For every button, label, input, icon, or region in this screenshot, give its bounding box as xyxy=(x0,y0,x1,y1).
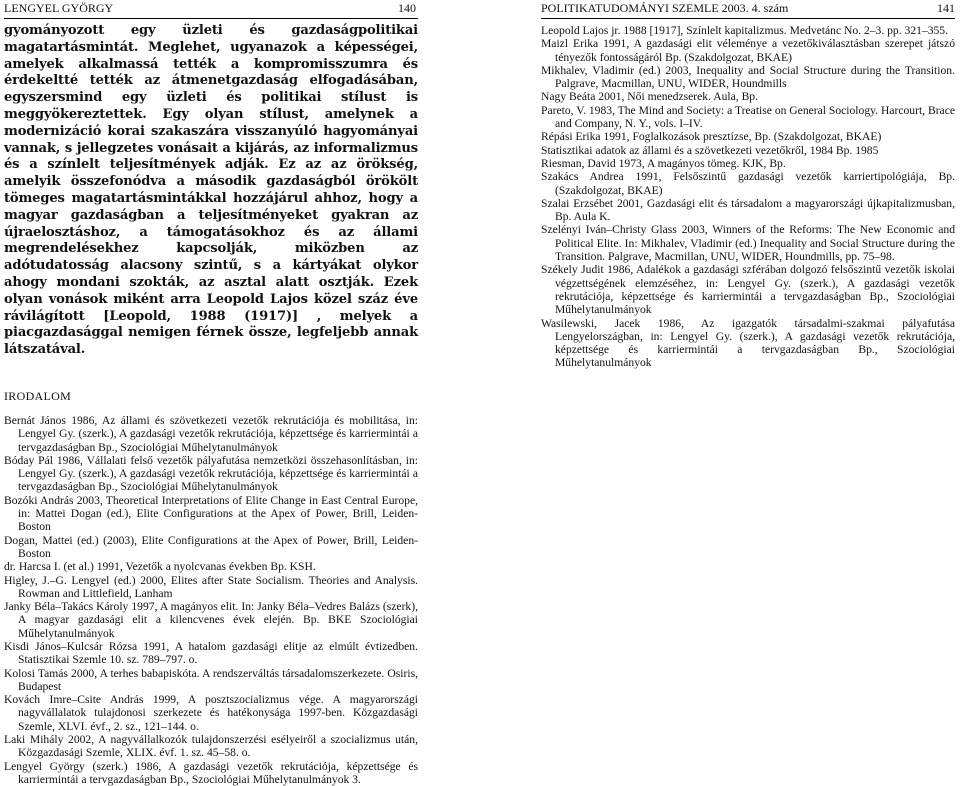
right-reference-list xyxy=(541,24,955,370)
reference-item: Higley, J.–G. Lengyel (ed.) 2000, Elites after State Socialism. Theories and Analysis. Rowman and Littlefield, Lanham xyxy=(4,573,418,600)
reference-item: dr. Harcsa I. (et al.) 1991, Vezetők a nyolcvanas években Bp. KSH. xyxy=(4,560,316,574)
left-page-number: 140 xyxy=(398,1,416,15)
reference-item: Szelényi Iván–Christy Glass 2003, Winners of the Reforms: The New Economic and Political Elite. In: Mikhalev, Vladimir (ed.) Inequality and Social Structure during the Transition. Palgrave, Macmillan, UNU, WIDER, Houndmills, pp. 75–98. xyxy=(541,223,955,264)
reference-item: Lengyel György (szerk.) 1986, A gazdasági vezetők rekrutációja, képzettsége és karriermintái a tervgazdaságban Bp., Szociológiai Műhelytanulmányok 3. xyxy=(4,759,418,786)
reference-item: Mikhalev, Vladimir (ed.) 2003, Inequality and Social Structure during the Transition. Palgrave, Macmillan, UNU, WIDER, Houndmills xyxy=(541,63,955,91)
reference-item: Szalai Erzsébet 2001, Gazdasági elit és társadalom a magyarországi újkapitalizmusban, Bp. Aula K. xyxy=(541,196,955,224)
reference-item: Kisdi János–Kulcsár Rózsa 1991, A hatalom gazdasági elitje az elmúlt évtizedben. Statisztikai Szemle 10. sz. 789–797. o. xyxy=(4,639,418,667)
reference-item: Statisztikai adatok az állami és a szövetkezeti vezetőkről, 1984 Bp. 1985 xyxy=(541,143,879,157)
reference-item: Leopold Lajos jr. 1988 [1917], Színlelt kapitalizmus. Medvetánc No. 2–3. pp. 321–355. xyxy=(541,24,949,37)
reference-item: Kolosi Tamás 2000, A terhes babapiskóta. A rendszerváltás társadalomszerkezete. Osiris, Budapest xyxy=(4,666,418,693)
reference-item: Répási Erika 1991, Foglalkozások presztízse, Bp. (Szakdolgozat, BKAE) xyxy=(541,130,882,144)
right-running-head xyxy=(541,0,955,19)
reference-item: Bozóki András 2003, Theoretical Interpretations of Elite Change in East Central Europe, in: Mattei Dogan (ed.), Elite Configurations at the Apex of Power, Brill, Leiden-Boston xyxy=(4,493,418,534)
reference-item: Laki Mihály 2002, A nagyvállalkozók tulajdonszerzési esélyeiről a szocializmus után, Közgazdasági Szemle, XLIX. évf. 1. sz. 45–58. o. xyxy=(4,733,418,760)
right-page xyxy=(541,0,955,740)
reference-item: Dogan, Mattei (ed.) (2003), Elite Configurations at the Apex of Power, Brill, Leiden-Boston xyxy=(4,533,418,560)
reference-item: Maizl Erika 1991, A gazdasági elit véleménye a vezetőkiválasztásban szerepet játszó tényezők fontosságáról Bp. (Szakdolgozat, BKAE) xyxy=(541,37,955,64)
references-heading: IRODALOM xyxy=(4,388,72,403)
reference-item: Nagy Beáta 2001, Női menedzserek. Aula, Bp. xyxy=(541,90,759,104)
reference-item: Székely Judit 1986, Adalékok a gazdasági szférában dolgozó felsőszintű vezetők iskolai végzettségének elemzéséhez, in: Lengyel Gy. (szerk.), A gazdasági vezetők rekrutációja, képzettsége és karriermintái a tervgazdaságban Bp., Szociológiai Műhelytanulmányok xyxy=(541,263,955,317)
reference-item: Kovách Imre–Csite András 1999, A posztszocializmus vége. A magyarországi nagyvállalatok tulajdonosi szerkezete és hatékonysága 1997-ben. Közgazdasági Szemle, XLVI. évf., 2. sz., 121–144. o. xyxy=(4,693,418,733)
reference-item: Janky Béla–Takács Károly 1997, A magányos elit. In: Janky Béla–Vedres Balázs (szerk), A magyar gazdasági elit a kilencvenes évek elején. Bp. BKE Szociológiai Műhelytanulmányok xyxy=(4,600,418,640)
reference-item: Riesman, David 1973, A magányos tömeg. KJK, Bp. xyxy=(541,156,786,170)
right-header-title: POLITIKATUDOMÁNYI SZEMLE 2003. 4. szám xyxy=(541,1,789,15)
reference-item: Szakács Andrea 1991, Felsőszintű gazdasági vezetők karriertipológiája, Bp. (Szakdolgozat, BKAE) xyxy=(541,170,955,197)
left-reference-list xyxy=(4,414,418,786)
left-running-head xyxy=(4,0,418,19)
reference-item: Bernát János 1986, Az állami és szövetkezeti vezetők rekrutációja és mobilitása, in: Lengyel Gy. (szerk.), A gazdasági vezetők rekrutációja, képzettsége és karriermintái a tervgazdaságban Bp., Szociológiai Műhelytanulmányok xyxy=(4,413,418,454)
right-page-number: 141 xyxy=(937,1,955,15)
reference-item: Pareto, V. 1983, The Mind and Society: a Treatise on General Sociology. Harcourt, Brace and Company, N. Y., vols. I–IV. xyxy=(541,103,955,131)
reference-item: Bóday Pál 1986, Vállalati felső vezetők pályafutása nemzetközi összehasonlításban, in: Lengyel Gy. (szerk.), A gazdasági vezetők rekrutációja, képzettsége és karriermintái a tervgazdaságban Bp., Szociológiai Műhelytanulmányok xyxy=(4,453,418,494)
body-paragraph: gyományozott egy üzleti és gazdaságpolitikai magatartásmintát. Meglehet, ugyanazok a képességei, amelyek alkalmassá tették a kompromisszumra és érdekeltté tették az átmenetgazdaság elfogadásában, egyszersmind egy üzleti és politikai stílust is meggyökereztettek. Egy olyan stílust, amelynek a modernizáció korai szakaszára visszanyúló hagyományai vannak, s jellegzetes vonásait a kijárás, az informalizmus és a színlelt teljesítmények adják. Ez az az örökség, amelyik összefonódva a második gazdaságból örökölt tömeges magatartásmintákkal hozzájárul ahhoz, hogy a magyar gazdaságban a teljesítményeket gyakran az újraelosztáshoz, a támogatásokhoz és az állami megrendelésekhez kapcsolják, miközben az adótudatosság alacsony szintű, s a kártyákat olykor ahogy mondani szokták, az asztal alatt osztják. Ezek olyan vonások miként arra Leopold Lajos közel száz éve rávilágított [Leopold, 1988 (1917)] , melyek a piacgazdasággal nemigen férnek össze, legfeljebb annak látszatával. xyxy=(4,23,418,358)
left-page xyxy=(4,0,418,786)
left-header-title: LENGYEL GYÖRGY xyxy=(4,1,114,15)
reference-item: Wasilewski, Jacek 1986, Az igazgatók társadalmi-szakmai pályafutása Lengyelországban, in: Lengyel Gy. (szerk.), A gazdasági vezetők rekrutációja, képzettsége és karriermintái a tervgazdaságban Bp., Szociológiai Műhelytanulmányok xyxy=(541,316,955,370)
